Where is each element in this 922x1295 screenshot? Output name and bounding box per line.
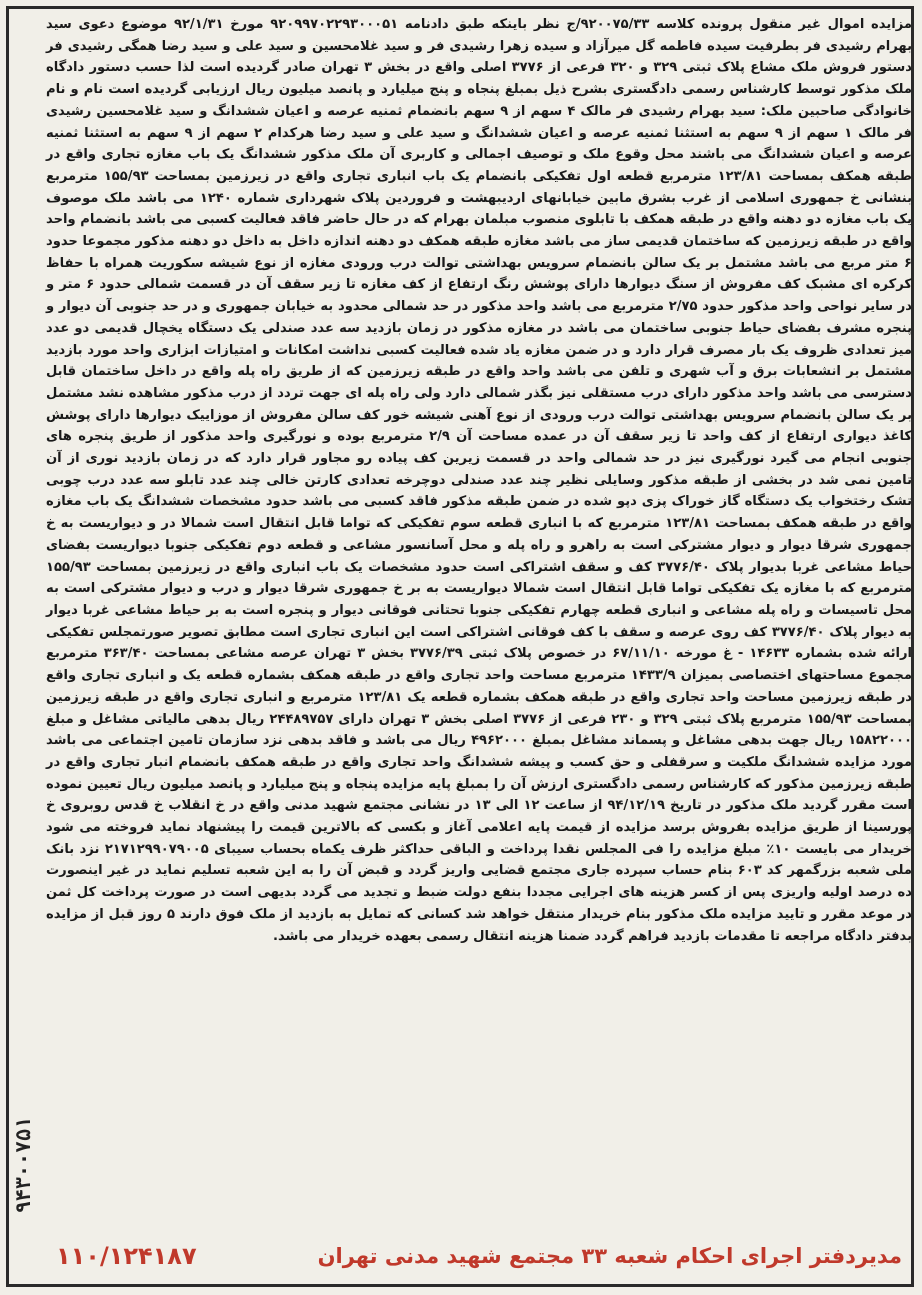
issuer-title: مدیردفتر اجرای احکام شعبه ۳۳ مجتمع شهید مدنی تهران	[317, 1244, 902, 1268]
side-reference-number: ۹۴۳۰۰۷۵۱	[11, 1116, 36, 1214]
side-reference-code	[6, 1050, 40, 1280]
notice-code: ۱۱۰/۱۲۴۱۸۷	[56, 1242, 197, 1270]
auction-notice-body	[46, 14, 912, 947]
notice-paragraph: مزایده اموال غیر منقول پرونده کلاسه ۹۲۰۰۷۵/۳۳/ج نظر باینکه طبق دادنامه ۹۲۰۹۹۷۰۲۲۹۳۰۰۰۵۱ مورخ ۹۲/۱/۳۱ موضوع دعوی سید بهرام رشیدی فر بطرفیت سیده فاطمه گل میرآزاد و سیده زهرا رشیدی فر و سید غلامحسین و سید علی و سید رضا همگی رشیدی فر دستور فروش ملک مشاع پلاک ثبتی ۳۲۹ و ۳۲۰ فرعی از ۳۷۷۶ اصلی واقع در بخش ۳ تهران صادر گردیده است لذا حسب دستور دادگاه ملک مذکور توسط کارشناس رسمی دادگستری بشرح ذیل بمبلغ پنجاه و پنج میلیارد و پانصد میلیون ریال ارزیابی گردیده است نام و نام خانوادگی صاحبین ملک: سید بهرام رشیدی فر مالک ۴ سهم از ۹ سهم بانضمام ثمنیه عرصه و اعیان ششدانگ و سید غلامحسین رشیدی فر مالک ۱ سهم از ۹ سهم به استثنا ثمنیه عرصه و اعیان ششدانگ و سید علی و سید رضا هرکدام ۲ سهم از ۹ سهم به استثنا ثمنیه عرصه و اعیان ششدانگ می باشند محل وقوع ملک و توصیف اجمالی و کاربری آن ملک مذکور ششدانگ یک باب مغازه تجاری واقع در طبقه همکف بمساحت ۱۲۳/۸۱ مترمربع قطعه اول تفکیکی بانضمام یک باب انباری تجاری واقع در زیرزمین بمساحت ۱۵۵/۹۳ مترمربع بنشانی خ جمهوری اسلامی از غرب بشرق مابین خیابانهای اردیبهشت و فروردین پلاک شهرداری شماره ۱۲۴۰ می باشد ملک موصوف یک باب مغازه دو دهنه واقع در طبقه همکف با تابلوی منصوب مبلمان بهرام که در حال حاضر فاقد فعالیت کسبی می باشد بانضمام واحد واقع در طبقه زیرزمین که ساختمان قدیمی ساز می باشد مغازه طبقه همکف دو دهنه اندازه داخل به داخل دو دهنه مذکور مجموعا حدود ۶ متر مربع می باشد مشتمل بر یک سالن بانضمام سرویس بهداشتی توالت درب ورودی مغازه از نوع شیشه سکوریت همراه با حفاظ کرکره ای مشبک کف مفروش از سنگ دیوارها دارای پوشش رنگ ارتفاع از کف مغازه تا زیر سقف آن در قسمت شمالی حدود ۶ متر و در سایر نواحی واحد مذکور حدود ۲/۷۵ مترمربع می باشد واحد مذکور در حد شمالی محدود به خیابان جمهوری و در حد جنوبی آن دیوار و پنجره مشرف بفضای حیاط جنوبی ساختمان می باشد در مغازه مذکور در زمان بازدید سه عدد صندلی یک دستگاه یخچال قدیمی دو عدد میز تعدادی ظروف یک بار مصرف قرار دارد و در ضمن مغازه یاد شده فعالیت کسبی نداشت امکانات و امتیازات ابزاری واحد مورد بازدید مشتمل بر انشعابات برق و آب شهری و تلفن می باشد واحد واقع در طبقه زیرزمین که از طریق راه پله واقع در داخل ساختمان قابل دسترسی می باشد واحد مذکور دارای درب مستقلی نیز بگذر شمالی دارد ولی راه پله ای جهت تردد از درب مذکور مشاهده نشد مشتمل بر یک سالن بانضمام سرویس بهداشتی توالت درب ورودی از نوع آهنی شیشه خور کف سالن مفروش از موزاییک دیوارها دارای پوشش کاغذ دیواری ارتفاع از کف واحد تا زیر سقف آن در عمده مساحت آن ۲/۹ مترمربع بوده و نورگیری واحد مذکور از طریق پنجره های جنوبی انجام می گیرد نورگیری نیز در حد شمالی واحد در قسمت زیرین کف پیاده رو مجاور قرار دارد که در زمان بازدید نوری از آن تامین نمی شد در بخشی از طبقه مذکور وسایلی نظیر چند عدد صندلی دوچرخه تعدادی کارتن خالی چند عدد تابلو سه عدد درب چوبی تشک رختخواب یک دستگاه گاز خوراک پزی دپو شده در ضمن طبقه مذکور فاقد کسبی می باشد حدود مشخصات ششدانگ یک باب مغازه واقع در طبقه همکف بمساحت ۱۲۳/۸۱ مترمربع که با انباری قطعه سوم تفکیکی که تواما قابل انتقال است شمالا در و دیواریست به خ جمهوری شرقا دیوار و دیوار مشترکی است به راهرو و راه پله و محل آسانسور مشاعی و قطعه دوم تفکیکی جنوبا دیواریست بفضای حیاط مشاعی غربا بدیوار پلاک ۳۷۷۶/۴۰ کف و سقف اشتراکی است حدود مشخصات یک باب انباری واقع در زیرزمین بمساحت ۱۵۵/۹۳ مترمربع که با مغازه یک تفکیکی تواما قابل انتقال است شمالا دیواریست به بر خ جمهوری شرقا دیوار و درب و دیوار مشترکی است به محل تاسیسات و راه پله مشاعی و انباری قطعه چهارم تفکیکی جنوبا تحتانی فوقانی دیوار و پنجره است به بر حیاط مشاعی غربا دیوار به دیوار پلاک ۳۷۷۶/۴۰ کف روی عرصه و سقف با کف فوقانی اشتراکی است این انباری تجاری است مطابق تصویر صورتمجلس تفکیکی ارائه شده بشماره ۱۴۶۳۳ - غ مورخه ۶۷/۱۱/۱۰ در خصوص پلاک ثبتی ۳۷۷۶/۳۹ بخش ۳ تهران عرصه مشاعی بمساحت ۳۶۳/۴۰ مترمربع مجموع مساحتهای اختصاصی بمیزان ۱۴۳۳/۹ مترمربع مساحت واحد تجاری واقع در طبقه همکف بشماره قطعه یک و انباری تجاری واقع در طبقه زیرزمین مساحت واحد تجاری واقع در طبقه همکف بشماره قطعه یک ۱۲۳/۸۱ مترمربع و انباری تجاری واقع در طبقه زیرزمین بمساحت ۱۵۵/۹۳ مترمربع پلاک ثبتی ۳۲۹ و ۲۳۰ فرعی از ۳۷۷۶ اصلی بخش ۳ تهران دارای ۲۴۴۸۹۷۵۷ ریال بدهی مالیاتی مشاغل و مبلغ ۱۵۸۲۲۰۰۰ ریال جهت بدهی مشاغل و پسماند مشاغل بمبلغ ۴۹۶۲۰۰۰ ریال می باشد و فاقد بدهی نزد سازمان تامین اجتماعی می باشد مورد مزایده ششدانگ ملکیت و سرقفلی و حق کسب و پیشه ششدانگ واحد تجاری واقع در طبقه همکف بانضمام انبار تجاری واقع در طبقه زیرزمین مذکور که کارشناس رسمی دادگستری ارزش آن را بمبلغ پایه مزایده پنجاه و پنج میلیارد و پانصد میلیون ریال تعیین نموده است مقرر گردید ملک مذکور در تاریخ ۹۴/۱۲/۱۹ از ساعت ۱۲ الی ۱۳ در نشانی مجتمع شهید مدنی واقع در خ انقلاب خ قدس روبروی خ پورسینا از طریق مزایده بفروش برسد مزایده از قیمت پایه اعلامی آغاز و بکسی که بالاترین قیمت را پیشنهاد نماید فروخته می شود خریدار می بایست ۱۰٪ مبلغ مزایده را فی المجلس نقدا پرداخت و الباقی حداکثر ظرف یکماه بحساب سیبای ۲۱۷۱۲۹۹۰۷۹۰۰۵ نزد بانک ملی شعبه بزرگمهر کد ۶۰۳ بنام حساب سپرده جاری مجتمع قضایی واریز گردد و قبض آن را به این شعبه تسلیم نماید در غیر اینصورت ده درصد اولیه واریزی پس از کسر هزینه های اجرایی مجددا بنفع دولت ضبط و تجدید می گردد بدیهی است در صورت پرداخت کل ثمن در موعد مقرر و تایید مزایده ملک مذکور بنام خریدار منتقل خواهد شد کسانی که تمایل به بازدید از ملک فوق دارند ۵ روز قبل از مزایده بدفتر دادگاه مراجعه تا مقدمات بازدید فراهم گردد ضمنا هزینه انتقال رسمی بعهده خریدار می باشد.	[46, 17, 913, 944]
notice-footer	[46, 1232, 912, 1280]
